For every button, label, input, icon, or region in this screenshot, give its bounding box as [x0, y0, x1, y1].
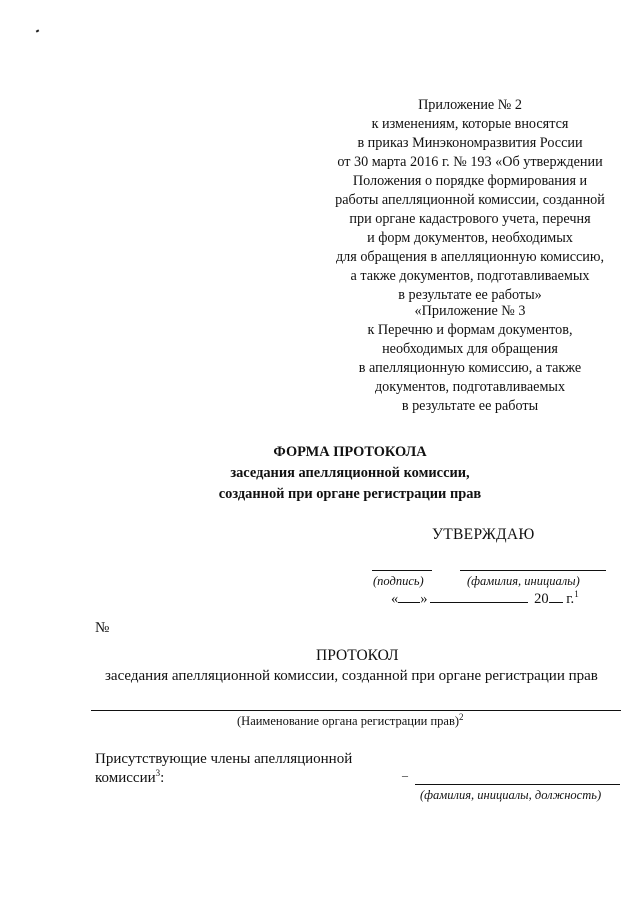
appendix-header-line: для обращения в апелляционную комиссию, [335, 249, 605, 265]
members-label-line1: Присутствующие члены апелляционной [95, 751, 353, 767]
form-title-line: созданной при органе регистрации прав [218, 486, 482, 502]
members-colon: : [160, 770, 165, 786]
members-dash: – [402, 768, 408, 782]
appendix-header-line: а также документов, подготавливаемых [350, 268, 590, 284]
date-quote-open: « [391, 591, 399, 607]
protocol-subtitle: заседания апелляционной комиссии, созданной при органе регистрации прав [105, 668, 598, 684]
name-caption: (фамилия, инициалы) [467, 574, 580, 588]
appendix-sub [330, 302, 610, 416]
org-caption-text: (Наименование органа регистрации прав) [237, 714, 460, 728]
signature-caption: (подпись) [373, 574, 424, 588]
appendix-header-line: Положения о порядке формирования и [352, 173, 588, 189]
appendix-header-line: в приказ Минэкономразвития России [357, 135, 583, 151]
members-label-line2-wrap [95, 769, 352, 788]
appendix-sub-line: «Приложение № 3 [414, 303, 526, 319]
footnote-2: 2 [459, 711, 464, 722]
protocol-title: ПРОТОКОЛ [316, 647, 399, 664]
appendix-header-line: при органе кадастрового учета, перечня [349, 211, 591, 227]
appendix-header-line: Приложение № 2 [418, 97, 522, 113]
appendix-sub-line: в апелляционную комиссию, а также [358, 360, 582, 376]
approval-date [391, 591, 579, 608]
form-title-line: ФОРМА ПРОТОКОЛА [273, 444, 427, 460]
footnote-1: 1 [574, 589, 579, 600]
members-label [95, 750, 352, 788]
org-name-line [91, 710, 621, 711]
appendix-sub-line: необходимых для обращения [382, 341, 558, 357]
number-sign: № [95, 620, 110, 636]
members-label-line2: комиссии [95, 770, 156, 786]
org-caption [237, 711, 464, 729]
appendix-sub-line: к Перечню и формам документов, [367, 322, 573, 338]
members-line [415, 784, 620, 785]
date-quote-close: » [420, 591, 428, 607]
form-title [180, 442, 520, 505]
members-caption: (фамилия, инициалы, должность) [420, 788, 602, 802]
appendix-header-line: к изменениям, которые вносятся [371, 116, 569, 132]
footnote-3: 3 [155, 768, 161, 778]
form-title-line: заседания апелляционной комиссии, [230, 465, 470, 481]
appendix-header-line: работы апелляционной комиссии, созданной [335, 192, 605, 208]
date-year-prefix: 20 [534, 591, 549, 607]
appendix-sub-line: документов, подготавливаемых [374, 379, 566, 395]
date-year-suffix: г. [566, 591, 575, 607]
appendix-header [300, 96, 640, 305]
signature-line [372, 570, 432, 571]
appendix-header-line: и форм документов, необходимых [367, 230, 573, 246]
name-line [460, 570, 606, 571]
scan-speck [36, 29, 40, 32]
approval-heading: УТВЕРЖДАЮ [432, 526, 535, 543]
appendix-header-line: в результате ее работы» [398, 287, 542, 303]
appendix-sub-line: в результате ее работы [401, 398, 539, 414]
appendix-header-line: от 30 марта 2016 г. № 193 «Об утверждении [337, 154, 603, 170]
